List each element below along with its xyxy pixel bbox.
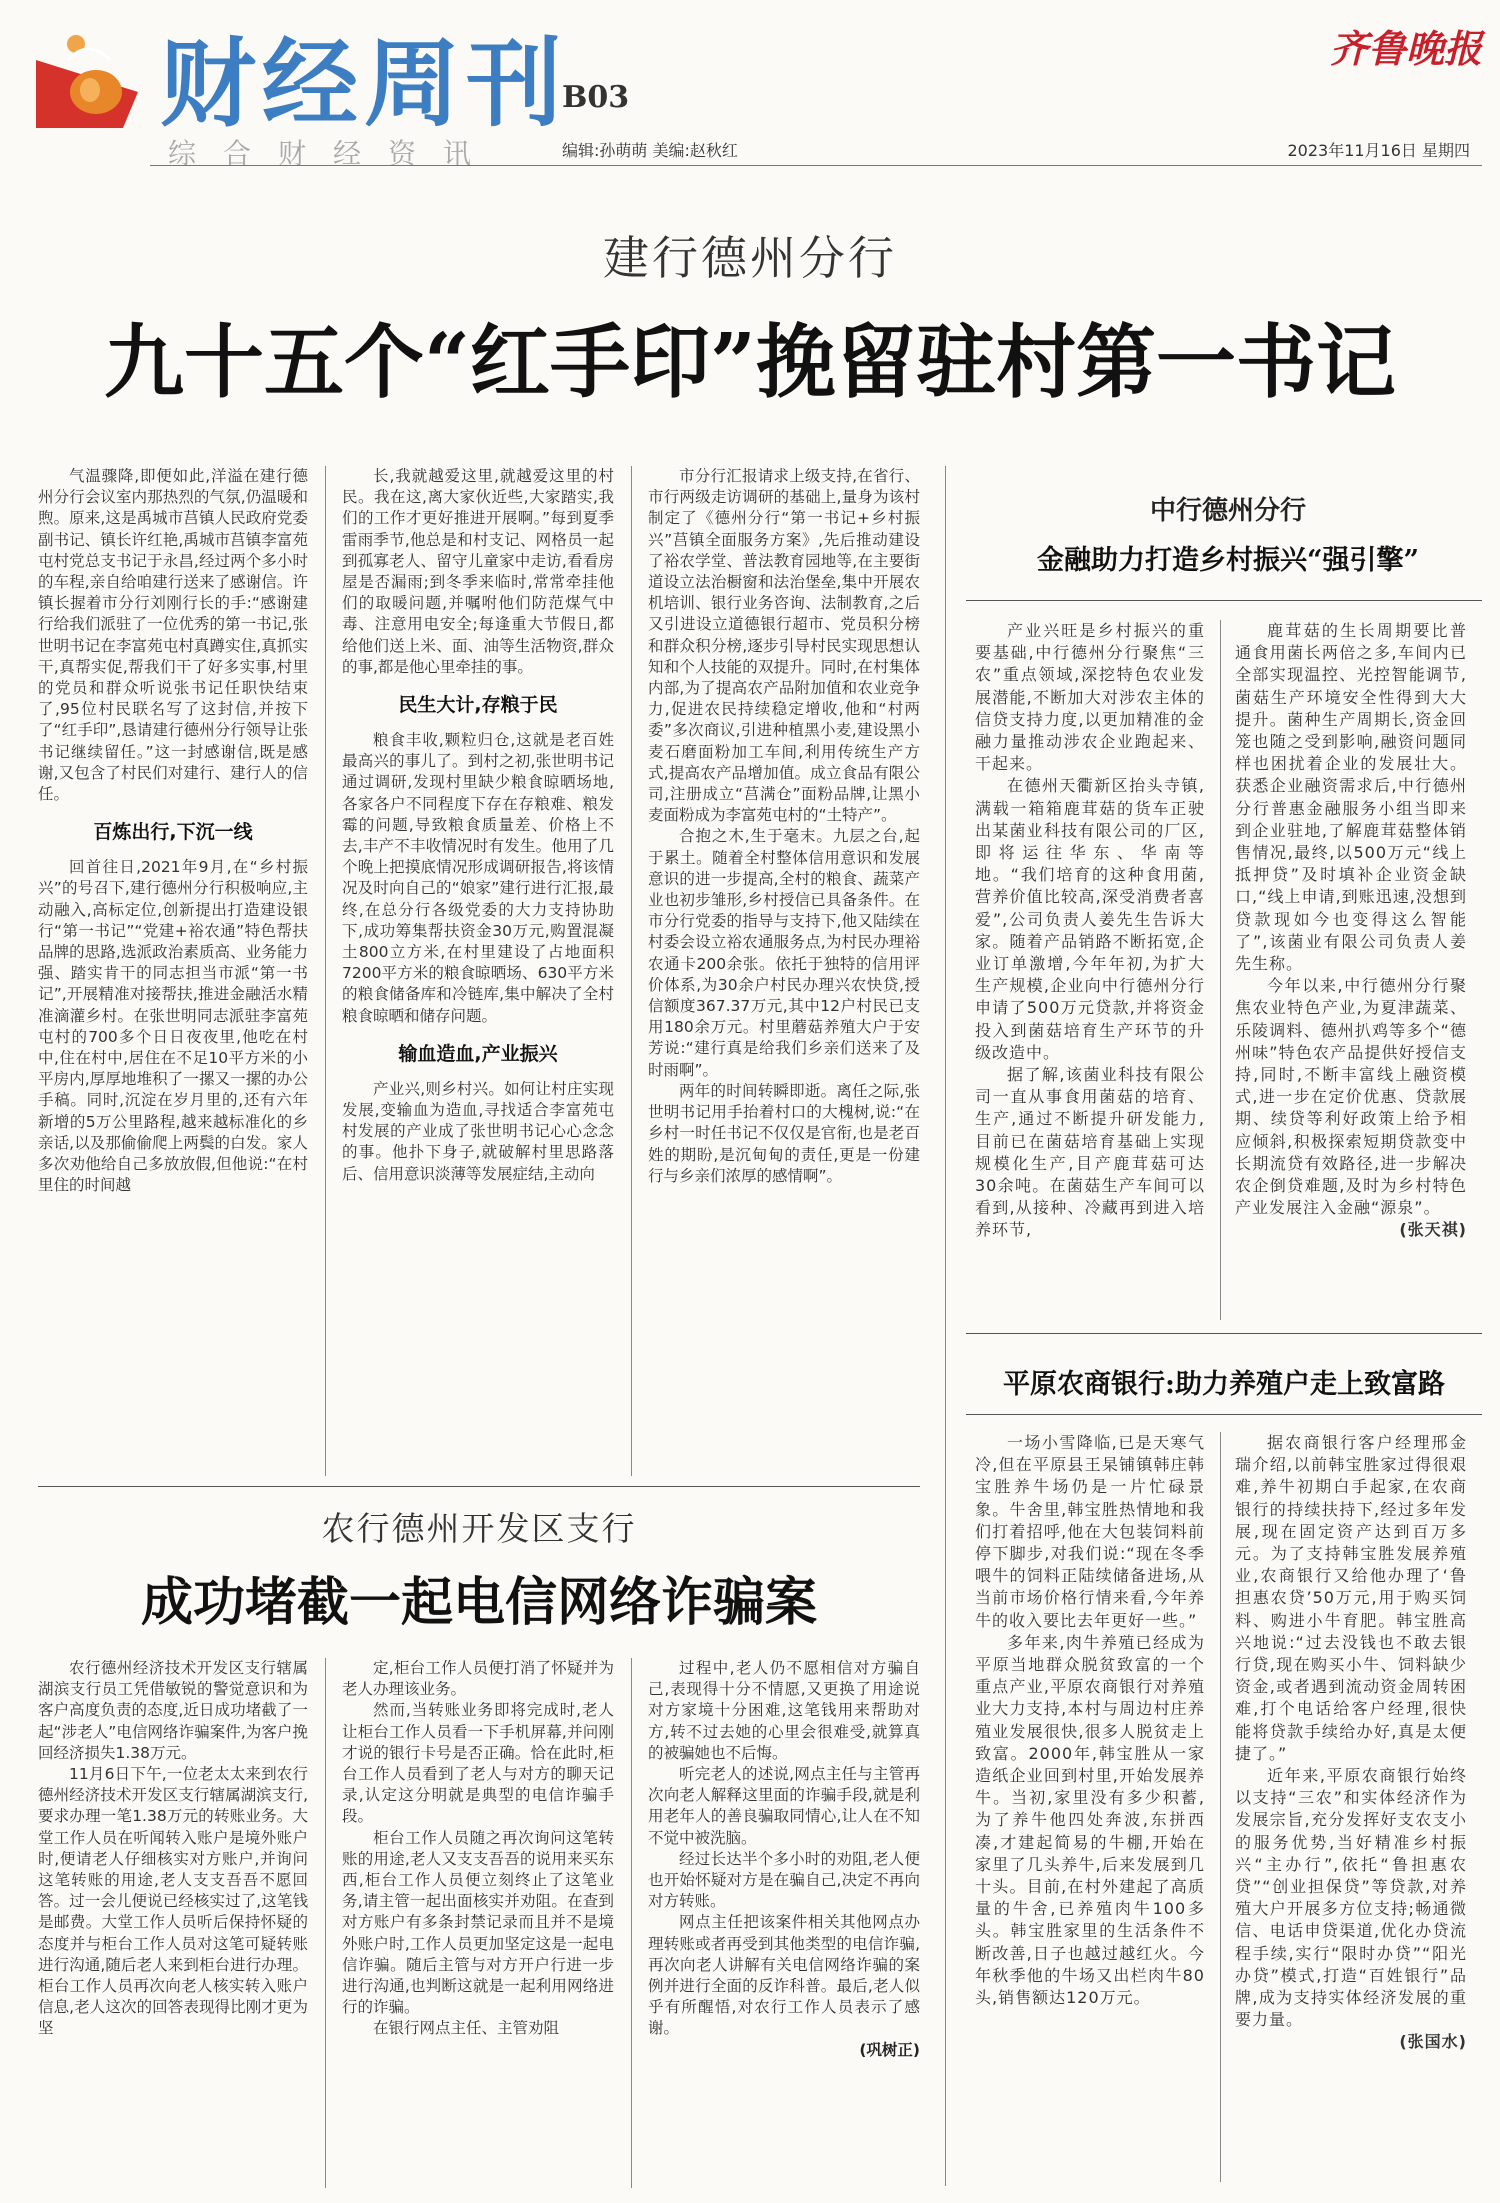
- paragraph: 气温骤降,即便如此,洋溢在建行德州分行会议室内那热烈的气氛,仍温暖和煦。原来,这是禹城市莒镇人民政府党委副书记、镇长许红艳,禹城市莒镇李富苑屯村党总支书记于永昌,经过两个多小时的车程,亲自给咱建行送来了感谢信。许镇长握着市分行刘刚行长的手:“感谢建行给我们派驻了一位优秀的第一书记,张世明书记在李富苑屯村真蹲实住,真抓实干,真帮实促,帮我们干了好多实事,村里的党员和群众听说张书记任职快结束了,95位村民联名写了这封信,并按下了“红手印”,恳请建行德州分行领导让张书记继续留任。”这一封感谢信,既是感谢,又包含了村民们对建行、建行人的信任。: [38, 467, 308, 804]
- paragraph: 过程中,老人仍不愿相信对方骗自己,表现得十分不情愿,又更换了用途说对方家境十分困难,这笔钱用来帮助对方,转不过去她的心里会很难受,就算真的被骗她也不后悔。: [648, 1659, 920, 1762]
- paragraph: 农行德州经济技术开发区支行辖属湖滨支行员工凭借敏锐的警觉意识和为客户高度负责的态度,近日成功堵截了一起“涉老人”电信网络诈骗案件,为客户挽回经济损失1.38万元。: [38, 1659, 308, 1762]
- side-story-1-divider: [966, 600, 1482, 601]
- column-divider: [631, 466, 632, 1476]
- lead-column-2: [342, 466, 614, 1476]
- lead-kicker: 建行德州分行: [603, 231, 897, 285]
- editor-credits: 编辑:孙萌萌 美编:赵秋红: [562, 141, 738, 160]
- section-heading: 民生大计,存粮于民: [398, 694, 558, 717]
- third-story-column-2: [342, 1658, 614, 2192]
- third-story-column-3: [648, 1658, 920, 2192]
- paragraph: 网点主任把该案件相关其他网点办理转账或者再受到其他类型的电信诈骗,再次向老人讲解有关电信网络诈骗的案例并进行全面的反诈科普。最后,老人似乎有所醒悟,对农行工作人员表示了感谢。: [648, 1913, 920, 2038]
- third-story-headline: 成功堵截一起电信网络诈骗案: [140, 1572, 817, 1633]
- paragraph: 在银行网点主任、主管劝阻: [373, 2019, 560, 2038]
- paragraph: 一场小雪降临,已是天寒气冷,但在平原县王杲铺镇韩庄韩宝胜养牛场仍是一片忙碌景象。牛舍里,韩宝胜热情地和我们打着招呼,他在大包装饲料前停下脚步,对我们说:“现在冬季喂牛的饲料正陆续储备进场,从当前市场价格行情来看,今年养牛的收入要比去年更好一些。”: [975, 1433, 1205, 1630]
- paragraph: 近年来,平原农商银行始终以支持“三农”和实体经济作为发展宗旨,充分发挥好支农支小的服务优势,当好精准乡村振兴“主办行”,依托“鲁担惠农贷”“创业担保贷”等贷款,对养殖大户开展多方位支持;畅通微信、电话申贷渠道,优化办贷流程手续,实行“限时办贷”“阳光办贷”模式,打造“百姓银行”品牌,成为支持实体经济发展的重要力量。: [1235, 1766, 1467, 2030]
- section-heading: 百炼出行,下沉一线: [93, 821, 253, 844]
- lead-column-3: [648, 466, 920, 1476]
- section-heading: 输血造血,产业振兴: [398, 1042, 558, 1065]
- side-story-1-kicker: 中行德州分行: [1149, 496, 1306, 526]
- paragraph: 柜台工作人员随之再次询问这笔转账的用途,老人又支支吾吾的说用来买东西,柜台工作人员便立刻终止了这笔业务,请主管一起出面核实并劝阻。在查到对方账户有多条封禁记录而且并不是境外账户时,工作人员更加坚定这是一起电信诈骗。随后主管与对方开户行进一步进行沟通,也判断这就是一起利用网络进行的诈骗。: [342, 1828, 614, 2017]
- lead-headline: 九十五个“红手印”挽留驻村第一书记: [103, 315, 1397, 409]
- paragraph: 两年的时间转瞬即逝。离任之际,张世明书记用手抬着村口的大槐树,说:“在乡村一时任书记不仅仅是官衔,也是老百姓的期盼,是沉甸甸的责任,更是一份建行与乡亲们浓厚的感情啊”。: [648, 1081, 920, 1185]
- paragraph: 定,柜台工作人员便打消了怀疑并为老人办理该业务。: [342, 1659, 614, 1699]
- paragraph: 经过长达半个多小时的劝阻,老人便也开始怀疑对方是在骗自己,决定不再向对方转账。: [648, 1849, 920, 1911]
- lead-column-1: [38, 466, 308, 1476]
- byline: (巩树正): [859, 2040, 920, 2059]
- paragraph: 在德州天衢新区抬头寺镇,满载一箱箱鹿茸菇的货车正驶出某菌业科技有限公司的厂区,即将运往华东、华南等地。“我们培育的这种食用菌,营养价值比较高,深受消费者喜爱”,公司负责人姜先生告诉大家。随着产品销路不断拓宽,企业订单激增,今年年初,为扩大生产规模,企业向中行德州分行申请了500万元贷款,并将资金投入到菌菇培育生产环节的升级改造中。: [975, 776, 1205, 1062]
- paragraph: 今年以来,中行德州分行聚焦农业特色产业,为夏津蔬菜、乐陵调料、德州扒鸡等多个“德州味”特色农产品提供好授信支持,同时,不断丰富线上融资模式,进一步在定价优惠、贷款展期、续贷等利好政策上给予相应倾斜,积极探索短期贷款变中长期流贷有效路径,进一步解决农企倒贷难题,及时为乡村特色产业发展注入金融“源泉”。: [1235, 976, 1467, 1218]
- paragraph: 据了解,该菌业科技有限公司一直从事食用菌菇的培育、生产,通过不断提升研发能力,目前已在菌菇培育基础上实现规模化生产,目产鹿茸菇可达30余吨。在菌菇生产车间可以看到,从接种、冷藏再到进入培养环节,: [975, 1065, 1205, 1240]
- section-divider: [945, 466, 946, 2186]
- column-divider: [1220, 1432, 1221, 2182]
- masthead-subtitle: 综合财经资讯: [168, 137, 499, 170]
- column-divider: [631, 1658, 632, 2188]
- paragraph: 回首往日,2021年9月,在“乡村振兴”的号召下,建行德州分行积极响应,主动融入,高标定位,创新提出打造建设银行“第一书记”“党建+裕农通”特色帮扶品牌的思路,选派政治素质高、业务能力强、踏实肯干的同志担当市派“第一书记”,开展精准对接帮扶,推进金融活水精准滴灌乡村。在张世明同志派驻李富苑屯村的700多个日日夜夜里,他吃在村中,住在村中,居住在不足10平方米的小平房内,厚厚地堆积了一摞又一摞的办公手稿。同时,沉淀在岁月里的,还有六年新增的5万公里路程,越来越标准化的乡亲话,以及那偷偷爬上两鬓的白发。家人多次劝他给自己多放放假,但他说:“在村里住的时间越: [38, 858, 308, 1195]
- side-story-divider: [966, 1333, 1482, 1334]
- column-divider: [325, 466, 326, 1476]
- masthead-divider: [150, 165, 1482, 166]
- paragraph: 市分行汇报请求上级支持,在省行、市行两级走访调研的基础上,量身为该村制定了《德州分行“第一书记+乡村振兴”莒镇全面服务方案》,先后推动建设了裕农学堂、普法教育园地等,在主要街道设立法治橱窗和法治堡垒,集中开展农机培训、银行业务咨询、法制教育,之后又引进设立道德银行超市、党员积分榜和群众积分榜,逐步引导村民实现思想认知和个人技能的双提升。同时,在村集体内部,为了提高农产品附加值和农业竞争力,促进农民持续稳定增收,他和“村两委”多次商议,引进种植黑小麦,建设黑小麦石磨面粉加工车间,利用传统生产方式,提高农产品增加值。成立食品有限公司,注册成立“莒满仓”面粉品牌,让黑小麦面粉成为李富苑屯村的“土特产”。: [648, 467, 920, 825]
- paragraph: 听完老人的述说,网点主任与主管再次向老人解释这里面的诈骗手段,就是利用老年人的善良骗取同情心,让人在不知不觉中被洗脑。: [648, 1765, 920, 1847]
- paragraph: 合抱之木,生于毫末。九层之台,起于累土。随着全村整体信用意识和发展意识的进一步提高,全村的粮食、蔬菜产业也初步雏形,乡村授信已具备条件。在市分行党委的指导与支持下,他又陆续在村委会设立裕农通服务点,为村民办理裕农通卡200余张。依托于独特的信用评价体系,为30余户村民办理兴农快贷,授信额度367.37万元,其中12户村民已支用180余万元。村里蘑菇养殖大户于安芳说:“建行真是给我们乡亲们送来了及时雨啊”。: [648, 827, 920, 1079]
- logo-coin-icon: [28, 30, 148, 130]
- paragraph: 粮食丰收,颗粒归仓,这就是老百姓最高兴的事儿了。到村之初,张世明书记通过调研,发现村里缺少粮食晾晒场地,各家各户不同程度下存在存粮难、粮发霉的问题,导致粮食质量差、价格上不去,丰产不丰收情况时有发生。他用了几个晚上把摸底情况形成调研报告,将该情况及时向自己的“娘家”建行进行汇报,最终,在总分行各级党委的大力支持协助下,成功筹集帮扶资金30万元,购置混凝土800立方米,在村里建设了占地面积7200平方米的粮食晾晒场、630平方米的粮食储备库和冷链库,集中解决了全村粮食晾晒和储存问题。: [342, 731, 614, 1025]
- byline: (张天祺): [1399, 1220, 1467, 1240]
- column-divider: [1220, 620, 1221, 1320]
- publication-date: 2023年11月16日 星期四: [1287, 141, 1470, 160]
- side-story-1-headline: 金融助力打造乡村振兴“强引擎”: [1036, 545, 1420, 576]
- third-story-kicker: 农行德州开发区支行: [321, 1509, 637, 1548]
- byline: (张国水): [1399, 2032, 1467, 2052]
- side-story-2-headline: 平原农商银行:助力养殖户走上致富路: [1003, 1369, 1445, 1400]
- column-divider: [325, 1658, 326, 2188]
- paragraph: 然而,当转账业务即将完成时,老人让柜台工作人员看一下手机屏幕,并问刚才说的银行卡号是否正确。恰在此时,柜台工作人员看到了老人与对方的聊天记录,认定这分明就是典型的电信诈骗手段。: [342, 1701, 614, 1826]
- side-story-2-divider: [966, 1414, 1482, 1415]
- paragraph: 鹿茸菇的生长周期要比普通食用菌长两倍之多,车间内已全部实现温控、光控智能调节,菌菇生产环境安全性得到大大提升。菌种生产周期长,资金回笼也随之受到影响,融资问题同样也困扰着企业的发展壮大。获悉企业融资需求后,中行德州分行普惠金融服务小组当即来到企业驻地,了解鹿茸菇整体销售情况,最终,以500万元“线上抵押贷”及时填补企业资金缺口,“线上申请,到账迅速,没想到贷款现如今也变得这么智能了”,该菌业有限公司负责人姜先生称。: [1235, 621, 1467, 974]
- paragraph: 产业兴,则乡村兴。如何让村庄实现发展,变输血为造血,寻找适合李富苑屯村发展的产业成了张世明书记心心念念的事。他扑下身子,就破解村里思路落后、信用意识淡薄等发展症结,主动向: [342, 1079, 614, 1183]
- third-story-divider: [38, 1486, 920, 1487]
- paragraph: 11月6日下午,一位老太太来到农行德州经济技术开发区支行辖属湖滨支行,要求办理一笔1.38万元的转账业务。大堂工作人员在听闻转入账户是境外账户时,便请老人仔细核实对方账户,并询问这笔转账的用途,老人支支吾吾不愿回答。过一会儿便说已经核实过了,这笔钱是邮费。大堂工作人员听后保持怀疑的态度并与柜台工作人员对这笔可疑转账进行沟通,随后老人来到柜台进行办理。柜台工作人员再次向老人核实转入账户信息,老人这次的回答表现得比刚才更为坚: [38, 1765, 308, 2038]
- third-story-column-1: [38, 1658, 308, 2192]
- paragraph: 据农商银行客户经理邢金瑞介绍,以前韩宝胜家过得很艰难,养牛初期白手起家,在农商银行的持续扶持下,经过多年发展,现在固定资产达到百万多元。为了支持韩宝胜发展养殖业,农商银行又给他办理了‘鲁担惠农贷’50万元,用于购买饲料、购进小牛育肥。韩宝胜高兴地说:“过去没钱也不敢去银行贷,现在购买小牛、饲料缺少资金,或者遇到流动资金周转困难,打个电话给客户经理,很快能将贷款手续给办好,真是太便捷了。”: [1235, 1433, 1467, 1763]
- side-story-2-column-2: [1235, 1432, 1467, 2182]
- newspaper-brand: 齐鲁晚报: [1329, 26, 1482, 71]
- side-story-1-column-1: [975, 620, 1205, 1320]
- side-story-1-column-2: [1235, 620, 1467, 1320]
- paragraph: 产业兴旺是乡村振兴的重要基础,中行德州分行聚焦“三农”重点领域,深挖特色农业发展潜能,不断加大对涉农主体的信贷支持力度,以更加精准的金融力量推动涉农企业跑起来、干起来。: [975, 621, 1205, 774]
- side-story-2-column-1: [975, 1432, 1205, 2182]
- page-code: B03: [562, 80, 630, 115]
- paragraph: 多年来,肉牛养殖已经成为平原当地群众脱贫致富的一个重点产业,平原农商银行对养殖业大力支持,本村与周边村庄养殖业发展很快,很多人脱贫走上致富。2000年,韩宝胜从一家造纸企业回到村里,开始发展养牛。当初,家里没有多少积蓄,为了养牛他四处奔波,东拼西凑,才建起简易的牛棚,开始在家里了几头养牛,后来发展到几十头。目前,在村外建起了高质量的牛舍,已养殖肉牛100多头。韩宝胜家里的生活条件不断改善,日子也越过越红火。今年秋季他的牛场又出栏肉牛80头,销售额达120万元。: [975, 1632, 1205, 2008]
- masthead-title: 财经周刊: [160, 28, 568, 140]
- paragraph: 长,我就越爱这里,就越爱这里的村民。我在这,离大家伙近些,大家踏实,我们的工作才更好推进开展啊。”每到夏季雷雨季节,他总是和村支记、网格员一起到孤寡老人、留守儿童家中走访,看看房屋是否漏雨;到冬季来临时,常常牵挂他们的取暖问题,并嘱咐他们防范煤气中毒、注意用电安全;每逢重大节假日,都给他们送上米、面、油等生活物资,群众的事,都是他心里牵挂的事。: [342, 467, 614, 676]
